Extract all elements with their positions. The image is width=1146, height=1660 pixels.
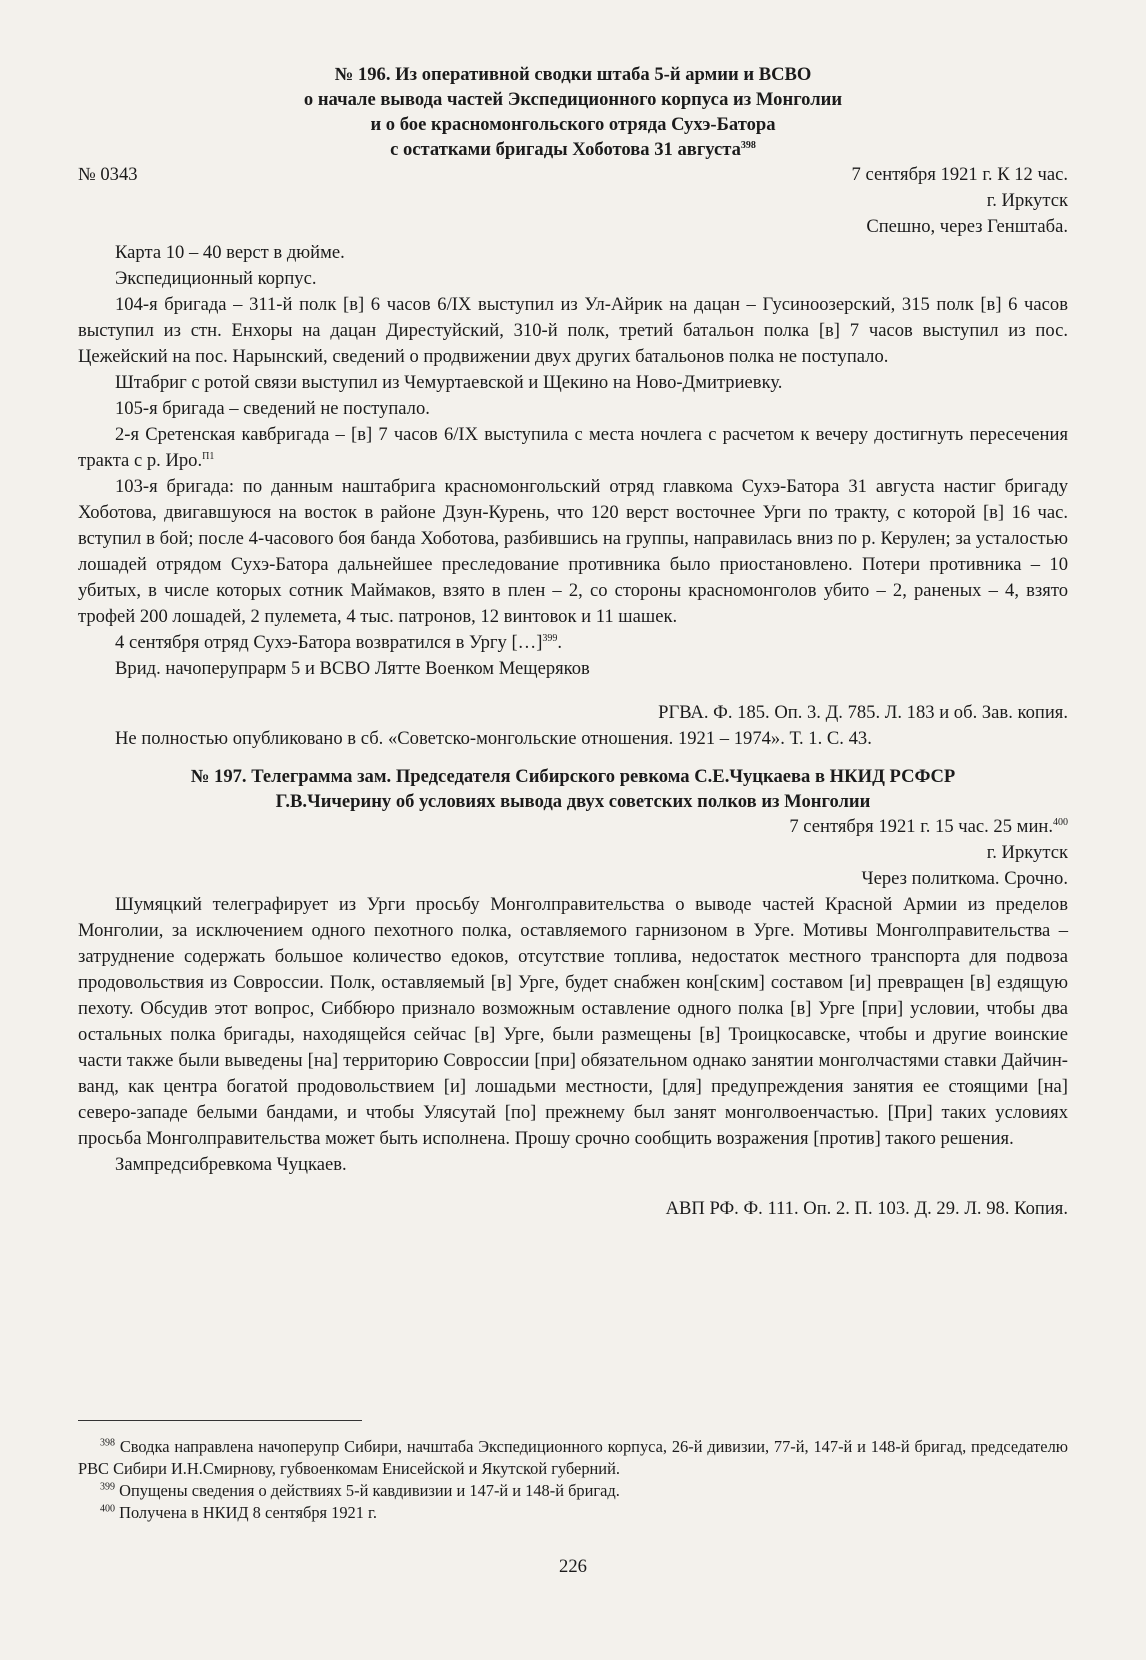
doc196-urgency: Спешно, через Генштаба. bbox=[866, 216, 1068, 237]
doc196-paragraph: 103-я бригада: по данным наштабрига красномонгольский отряд главкома Сухэ-Батора 31 августа настиг бригаду Хоботова, двигавшуюся на восток в районе Дзун-Курень, что 120 верст восточнее Урги по тракту, с которой [в] 16 час. вступил в бой; после 4-часового боя банда Хоботова, разбившись на группы, направилась вниз по р. Керулен; за усталостью лошадей отрядом Сухэ-Батора дальнейшее преследование противника было приостановлено. Потери противника – 10 убитых, в числе которых сотник Маймаков, взято в плен – 2, со стороны красномонголов убито – 2, раненых – 4, взято трофей 200 лошадей, 2 пулемета, 4 тыс. патронов, 12 винтовок и 11 шашек. bbox=[78, 476, 1068, 627]
doc196-title-line: № 196. Из оперативной сводки штаба 5-й армии и ВСВО bbox=[334, 64, 812, 85]
footnotes bbox=[78, 1436, 1068, 1524]
footnote bbox=[78, 1480, 1068, 1502]
doc197-body: Шумяцкий телеграфирует из Урги просьбу Монголправительства о выводе частей Красной Армии из пределов Монголии, за исключением одного пехотного полка, оставляемого гарнизоном в Урге. Мотивы Монголправительства – затруднение содержать большое количество едоков, отсутствие топлива, недостаток местного транспорта для подвоза продовольствия из Совроссии. Полк, оставляемый [в] Урге, будет снабжен кон[ским] составом [и] превращен [в] ездящую пехоту. Обсудив этот вопрос, Сиббюро признало возможным оставление одного полка [в] Урге [при] условии, чтобы два остальных полка бригады, находящейся сейчас [в] Урге, были размещены [в] Троицкосавске, чтобы и другие воинские части также были выведены [на] территорию Совроссии [при] обязательном однако занятии монголчастями ставки Дайчин-ванд, как центра богатой продовольствием [и] лошадьми местности, [для] предупреждения занятия ее стоящими [на] северо-западе белыми бандами, и чтобы Улясутай [по] прежнему был занят монголвоенчастью. [При] таких условиях просьба Монголправительства может быть исполнена. Прошу срочно сообщить возражения [против] такого решения. bbox=[78, 894, 1068, 1149]
footnote-text: Опущены сведения о действиях 5-й кавдивизии и 147-й и 148-й бригад. bbox=[119, 1481, 620, 1500]
doc196-paragraph: 105-я бригада – сведений не поступало. bbox=[115, 398, 430, 419]
doc196-paragraph: 4 сентября отряд Сухэ-Батора возвратился в Ургу […]$^{399}$. bbox=[115, 632, 563, 653]
doc196-number: № 0343 bbox=[78, 164, 138, 185]
doc196-place: г. Иркутск bbox=[986, 190, 1068, 211]
page-number: 226 bbox=[559, 1556, 587, 1577]
doc196-paragraph bbox=[78, 422, 1068, 474]
footnote bbox=[78, 1436, 1068, 1480]
doc197-urgency: Через политкома. Срочно. bbox=[861, 868, 1068, 889]
footnote-ref-400: 400 bbox=[1053, 816, 1068, 828]
doc196-title-line-text: с остатками бригады Хоботова 31 августа bbox=[390, 139, 741, 160]
footnote bbox=[78, 1502, 1068, 1524]
doc197-signature: Зампредсибревкома Чуцкаев. bbox=[115, 1154, 347, 1175]
footnote-number: 400 bbox=[100, 1503, 115, 1515]
doc197-title-line: Г.В.Чичерину об условиях вывода двух советских полков из Монголии bbox=[275, 791, 871, 812]
doc196-title-line: о начале вывода частей Экспедиционного корпуса из Монголии bbox=[303, 89, 843, 110]
doc196-title-line bbox=[78, 137, 1068, 162]
doc196-publication: Не полностью опубликовано в сб. «Советско-монгольские отношения. 1921 – 1974». Т. 1. С. 43. bbox=[115, 728, 872, 749]
doc196-date: 7 сентября 1921 г. К 12 час. bbox=[851, 164, 1068, 185]
footnote-divider bbox=[78, 1420, 362, 1421]
doc196-title-line: и о бое красномонгольского отряда Сухэ-Батора bbox=[370, 114, 776, 135]
footnote-number: 399 bbox=[100, 1481, 115, 1493]
page-content bbox=[78, 62, 1068, 1222]
footnote-ref-399: 399 bbox=[542, 632, 558, 644]
doc196-title bbox=[78, 62, 1068, 162]
doc196-paragraph: 104-я бригада – 311-й полк [в] 6 часов 6/IX выступил из Ул-Айрик на дацан – Гусиноозерский, 315 полк [в] 6 часов выступил из стн. Енхоры на дацан Дирестуйский, 310-й полк, третий батальон полка [в] 7 часов выступил из пос. Цежейский на пос. Нарынский, сведений о продвижении двух других батальонов полка не поступало. bbox=[78, 294, 1068, 367]
doc197-title-line: № 197. Телеграмма зам. Председателя Сибирского ревкома С.Е.Чуцкаева в НКИД РСФСР bbox=[190, 766, 956, 787]
footnote-number: 398 bbox=[100, 1437, 115, 1449]
doc196-header-row bbox=[78, 162, 1068, 188]
doc196-paragraph: Штабриг с ротой связи выступил из Чемуртаевской и Щекино на Ново-Дмитриевку. bbox=[115, 372, 783, 393]
doc197-date bbox=[78, 814, 1068, 840]
doc197-place: г. Иркутск bbox=[986, 842, 1068, 863]
doc196-paragraph-text: 2-я Сретенская кавбригада – [в] 7 часов 6/IX выступила с места ночлега с расчетом к вечеру достигнуть пересечения тракта с р. Иро. bbox=[78, 424, 1068, 471]
doc196-corps-line: Экспедиционный корпус. bbox=[115, 268, 317, 289]
doc196-paragraph-text: 4 сентября отряд Сухэ-Батора возвратился в Ургу […] bbox=[115, 632, 543, 653]
footnote-text: Получена в НКИД 8 сентября 1921 г. bbox=[119, 1503, 378, 1522]
doc197-date-text: 7 сентября 1921 г. 15 час. 25 мин. bbox=[789, 816, 1053, 837]
footnote-text: Сводка направлена начоперупр Сибири, начштаба Экспедиционного корпуса, 26-й дивизии, 77-й, 147-й и 148-й бригад, председателю РВС Сибири И.Н.Смирнову, губвоенкомам Енисейской и Якутской губерний. bbox=[78, 1437, 1068, 1478]
doc197-source: АВП РФ. Ф. 111. Оп. 2. П. 103. Д. 29. Л. 98. Копия. bbox=[665, 1198, 1068, 1219]
doc196-source: РГВА. Ф. 185. Оп. 3. Д. 785. Л. 183 и об. Зав. копия. bbox=[658, 702, 1068, 723]
footnote-ref-p1: П1 bbox=[202, 450, 215, 462]
doc197-title bbox=[78, 764, 1068, 814]
doc196-map-line: Карта 10 – 40 верст в дюйме. bbox=[115, 242, 345, 263]
footnote-ref-398: 398 bbox=[740, 139, 756, 151]
doc196-signature: Врид. начоперупрарм 5 и ВСВО Лятте Военком Мещеряков bbox=[115, 658, 590, 679]
